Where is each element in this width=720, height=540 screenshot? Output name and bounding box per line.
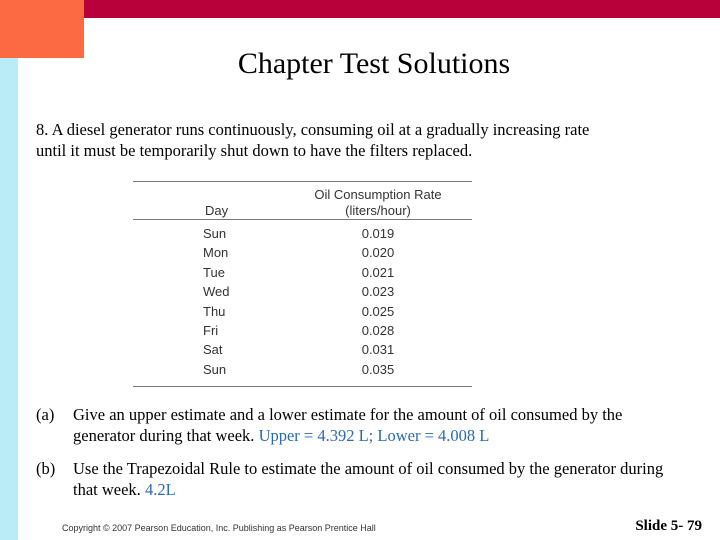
part-a-label: (a) (36, 405, 55, 424)
question-parts (36, 404, 676, 512)
cell-rate: 0.020 (361, 245, 395, 261)
cell-day: Wed (203, 284, 230, 300)
part-a (36, 404, 676, 446)
table-header (133, 182, 472, 219)
oil-consumption-table (133, 181, 472, 387)
header-day: Day (205, 203, 229, 218)
table-row (133, 244, 472, 263)
question-text: 8. A diesel generator runs continuously, consuming oil at a gradually increasing rate until it must be temporarily shut down to have the filters replaced. (36, 120, 590, 160)
cell-day: Sat (203, 342, 223, 358)
cell-rate: 0.023 (361, 284, 395, 300)
part-b-text: Use the Trapezoidal Rule to estimate the amount of oil consumed by the generator during that week. (73, 459, 664, 499)
part-a-answer: Upper = 4.392 L; Lower = 4.008 L (258, 426, 490, 445)
part-a-text: Give an upper estimate and a lower estimate for the amount of oil consumed by the generator during that week. (73, 405, 623, 445)
table-row (133, 283, 472, 302)
cell-rate: 0.021 (361, 264, 395, 280)
table-row (133, 322, 472, 341)
slide-number: Slide 5- 79 (635, 518, 702, 534)
cell-day: Thu (203, 303, 226, 319)
header-rate-line1: Oil Consumption Rate (314, 187, 442, 202)
top-accent-bar (84, 0, 720, 18)
slide-title: Chapter Test Solutions (237, 47, 511, 80)
cell-day: Sun (203, 226, 227, 241)
table-row (133, 303, 472, 322)
cell-rate: 0.019 (361, 226, 395, 241)
cell-rate: 0.025 (361, 303, 395, 319)
copyright-notice: Copyright © 2007 Pearson Education, Inc. Publishing as Pearson Prentice Hall (62, 523, 376, 533)
header-rate (283, 187, 473, 219)
table-row (133, 361, 472, 380)
cell-day: Sun (203, 361, 227, 377)
cell-rate: 0.035 (361, 361, 395, 377)
header-rate-line2: (liters/hour) (345, 203, 411, 218)
cell-rate: 0.031 (361, 342, 395, 358)
cell-rate: 0.028 (361, 322, 395, 338)
part-b-label: (b) (36, 459, 56, 478)
cell-day: Mon (203, 245, 229, 261)
cell-day: Fri (203, 322, 219, 338)
part-b (36, 458, 676, 500)
table-row (133, 264, 472, 283)
part-b-answer: 4.2L (144, 480, 176, 499)
table-row (133, 225, 472, 244)
cell-day: Tue (203, 264, 225, 280)
table-bottom-rule (133, 386, 472, 387)
table-row (133, 341, 472, 360)
table-body (133, 220, 472, 386)
